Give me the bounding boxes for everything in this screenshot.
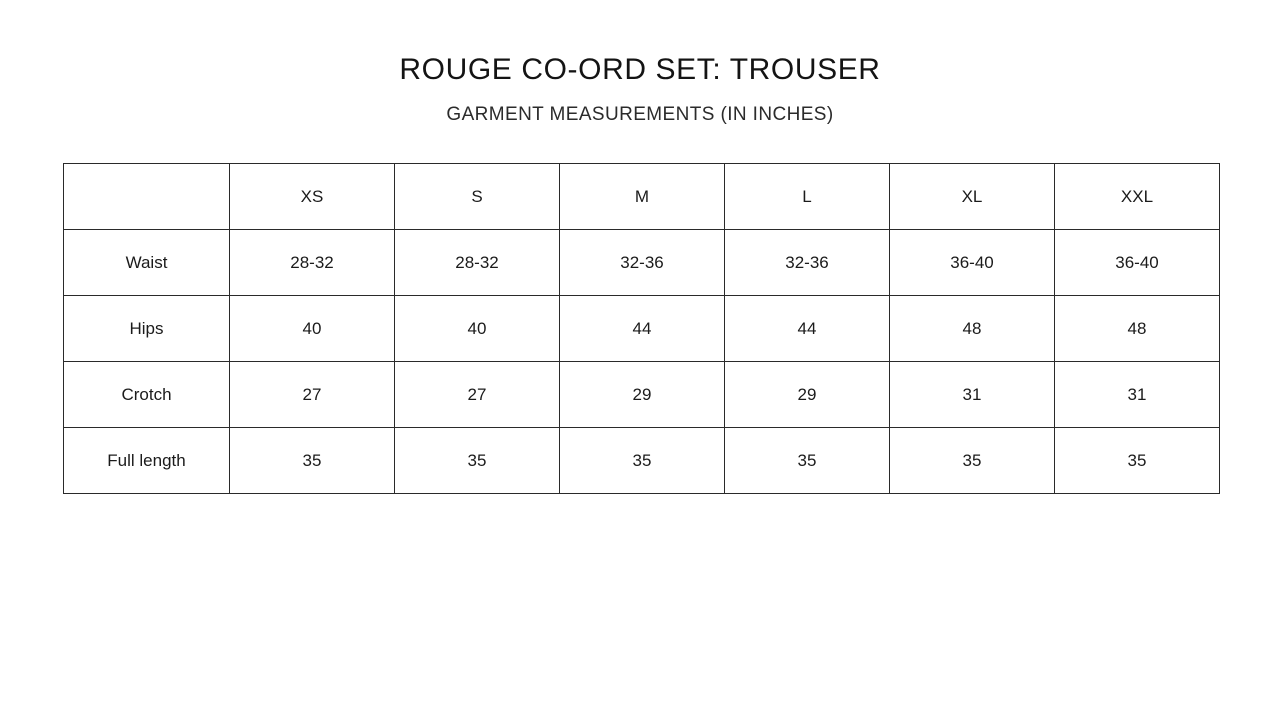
column-header-l: L (725, 164, 890, 230)
cell-full-length-xl: 35 (890, 428, 1055, 494)
cell-crotch-xxl: 31 (1055, 362, 1220, 428)
page-title: ROUGE CO-ORD SET: TROUSER (399, 53, 881, 86)
cell-waist-s: 28-32 (395, 230, 560, 296)
table-row (64, 428, 1220, 494)
row-label-waist: Waist (64, 230, 230, 296)
cell-crotch-xl: 31 (890, 362, 1055, 428)
cell-full-length-m: 35 (560, 428, 725, 494)
table-header-row (64, 164, 1220, 230)
cell-waist-xl: 36-40 (890, 230, 1055, 296)
table-corner-cell (64, 164, 230, 230)
column-header-xs: XS (230, 164, 395, 230)
cell-full-length-xxl: 35 (1055, 428, 1220, 494)
cell-crotch-m: 29 (560, 362, 725, 428)
cell-hips-xl: 48 (890, 296, 1055, 362)
row-label-crotch: Crotch (64, 362, 230, 428)
cell-hips-m: 44 (560, 296, 725, 362)
page-subtitle: GARMENT MEASUREMENTS (IN INCHES) (446, 104, 834, 125)
cell-full-length-xs: 35 (230, 428, 395, 494)
table-row (64, 296, 1220, 362)
measurements-table-container (63, 163, 1220, 494)
column-header-m: M (560, 164, 725, 230)
cell-hips-xxl: 48 (1055, 296, 1220, 362)
column-header-xxl: XXL (1055, 164, 1220, 230)
cell-waist-l: 32-36 (725, 230, 890, 296)
table-row (64, 230, 1220, 296)
column-header-s: S (395, 164, 560, 230)
cell-full-length-l: 35 (725, 428, 890, 494)
cell-hips-s: 40 (395, 296, 560, 362)
column-header-xl: XL (890, 164, 1055, 230)
cell-waist-xs: 28-32 (230, 230, 395, 296)
cell-waist-m: 32-36 (560, 230, 725, 296)
cell-hips-xs: 40 (230, 296, 395, 362)
cell-hips-l: 44 (725, 296, 890, 362)
table-row (64, 362, 1220, 428)
cell-crotch-l: 29 (725, 362, 890, 428)
row-label-hips: Hips (64, 296, 230, 362)
cell-full-length-s: 35 (395, 428, 560, 494)
row-label-full-length: Full length (64, 428, 230, 494)
cell-waist-xxl: 36-40 (1055, 230, 1220, 296)
measurements-table (63, 163, 1220, 494)
cell-crotch-s: 27 (395, 362, 560, 428)
cell-crotch-xs: 27 (230, 362, 395, 428)
